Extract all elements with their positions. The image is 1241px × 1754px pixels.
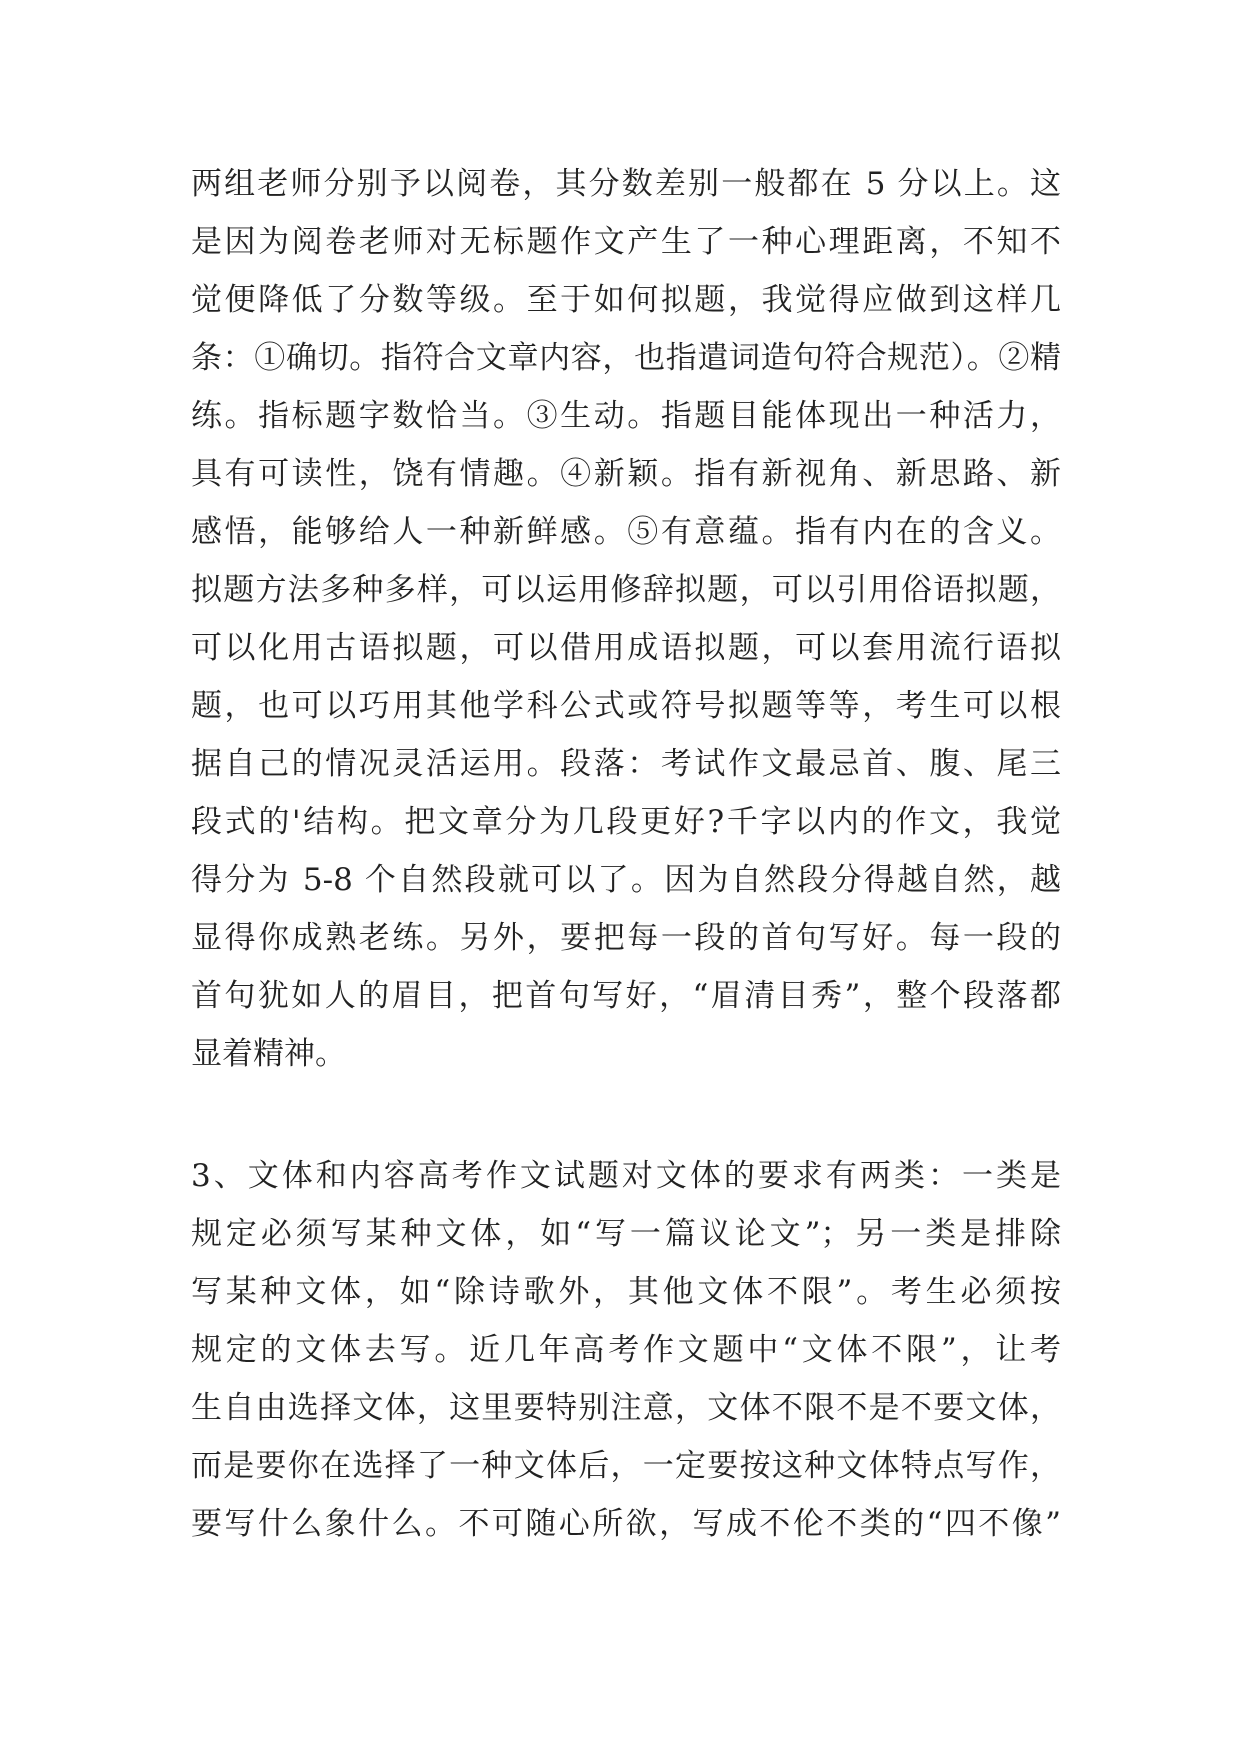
text-line: 而是要你在选择了一种文体后，一定要按这种文体特点写作， [191,1448,1061,1484]
text-line: 要写什么象什么。不可随心所欲，写成不伦不类的“四不像” [191,1506,1061,1542]
paragraph-title-advice [191,155,1061,1083]
text-line: 练。指标题字数恰当。③生动。指题目能体现出一种活力， [191,398,1061,434]
text-line: 具有可读性，饶有情趣。④新颖。指有新视角、新思路、新 [191,456,1061,492]
text-line: 显着精神。 [191,1036,346,1072]
text-line: 规定的文体去写。近几年高考作文题中“文体不限”，让考 [191,1332,1061,1368]
text-line: 写某种文体，如“除诗歌外，其他文体不限”。考生必须按 [191,1274,1061,1310]
text-line: 3、文体和内容高考作文试题对文体的要求有两类：一类是 [191,1158,1061,1194]
text-line: 可以化用古语拟题，可以借用成语拟题，可以套用流行语拟 [191,630,1061,666]
text-line: 生自由选择文体，这里要特别注意，文体不限不是不要文体， [191,1390,1061,1426]
text-line: 段式的'结构。把文章分为几段更好?千字以内的作文，我觉 [191,804,1061,840]
paragraph-genre-content [191,1147,1061,1553]
text-line: 得分为 5-8 个自然段就可以了。因为自然段分得越自然，越 [191,862,1061,898]
text-line: 首句犹如人的眉目，把首句写好，“眉清目秀”，整个段落都 [191,978,1061,1014]
text-line: 显得你成熟老练。另外，要把每一段的首句写好。每一段的 [191,920,1061,956]
text-line: 题，也可以巧用其他学科公式或符号拟题等等，考生可以根 [191,688,1061,724]
text-line: 条：①确切。指符合文章内容，也指遣词造句符合规范）。②精 [191,340,1061,376]
text-line: 两组老师分别予以阅卷，其分数差别一般都在 5 分以上。这 [191,166,1061,202]
text-line: 据自己的情况灵活运用。段落：考试作文最忌首、腹、尾三 [191,746,1061,782]
text-line: 感悟，能够给人一种新鲜感。⑤有意蕴。指有内在的含义。 [191,514,1061,550]
text-line: 拟题方法多种多样，可以运用修辞拟题，可以引用俗语拟题， [191,572,1061,608]
text-line: 是因为阅卷老师对无标题作文产生了一种心理距离，不知不 [191,224,1061,260]
text-line: 觉便降低了分数等级。至于如何拟题，我觉得应做到这样几 [191,282,1061,318]
text-line: 规定必须写某种文体，如“写一篇议论文”；另一类是排除 [191,1216,1061,1252]
